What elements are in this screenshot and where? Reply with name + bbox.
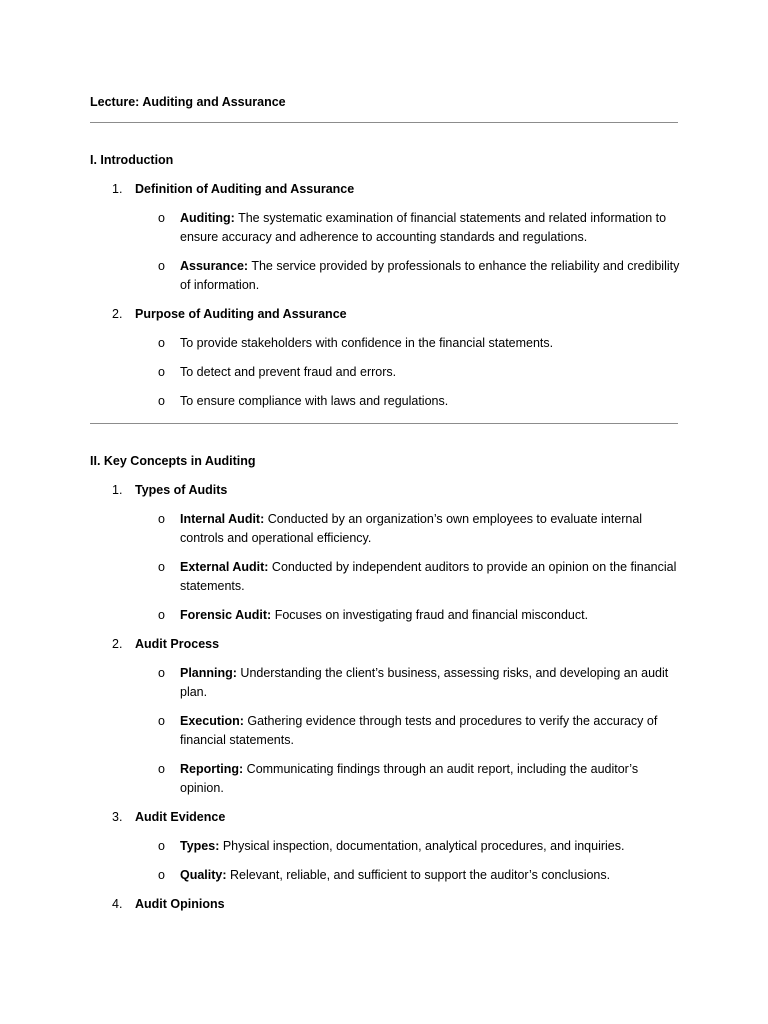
bullet-label: Reporting: bbox=[180, 762, 244, 776]
bullet-marker: o bbox=[158, 394, 165, 408]
bullet-text: Understanding the client’s business, assessing risks, and developing an audit plan. bbox=[180, 666, 669, 699]
numbered-item bbox=[90, 305, 690, 411]
bullet-text: Gathering evidence through tests and procedures to verify the accuracy of financial statements. bbox=[180, 714, 658, 747]
horizontal-rule bbox=[90, 423, 678, 424]
bullet-list bbox=[90, 334, 690, 411]
bullet-marker: o bbox=[158, 608, 165, 622]
bullet-list bbox=[90, 664, 690, 798]
bullet-item bbox=[90, 363, 680, 382]
item-heading: Audit Evidence bbox=[135, 810, 226, 824]
item-heading: Purpose of Auditing and Assurance bbox=[135, 307, 347, 321]
bullet-marker: o bbox=[158, 365, 165, 379]
section-heading: I. Introduction bbox=[90, 153, 174, 167]
item-heading: Audit Opinions bbox=[135, 897, 225, 911]
item-heading: Audit Process bbox=[135, 637, 220, 651]
bullet-list bbox=[90, 209, 690, 295]
numbered-item bbox=[90, 481, 690, 625]
bullet-label: Assurance: bbox=[180, 259, 249, 273]
bullet-text: Conducted by independent auditors to provide an opinion on the financial statements. bbox=[180, 560, 677, 593]
bullet-list bbox=[90, 837, 690, 885]
bullet-item bbox=[90, 392, 680, 411]
item-number: 2. bbox=[112, 637, 123, 651]
bullet-marker: o bbox=[158, 666, 165, 680]
bullet-item bbox=[90, 866, 680, 885]
bullet-marker: o bbox=[158, 868, 165, 882]
bullet-text: Relevant, reliable, and sufficient to support the auditor’s conclusions. bbox=[226, 868, 611, 882]
item-number: 1. bbox=[112, 483, 123, 497]
bullet-text: Conducted by an organization’s own employees to evaluate internal controls and operational efficiency. bbox=[180, 512, 643, 545]
item-number: 1. bbox=[112, 182, 123, 196]
bullet-item bbox=[90, 760, 680, 798]
bullet-label: Quality: bbox=[180, 868, 227, 882]
bullet-item bbox=[90, 664, 680, 702]
bullet-label: Execution: bbox=[180, 714, 244, 728]
bullet-item bbox=[90, 209, 680, 247]
bullet-item bbox=[90, 558, 680, 596]
bullet-text: The service provided by professionals to enhance the reliability and credibility of information. bbox=[180, 259, 680, 292]
bullet-text: To ensure compliance with laws and regulations. bbox=[180, 394, 449, 408]
item-number: 2. bbox=[112, 307, 123, 321]
item-number: 3. bbox=[112, 810, 123, 824]
bullet-text: The systematic examination of financial statements and related information to ensure accuracy and adherence to accounting standards and regulations. bbox=[180, 211, 667, 244]
bullet-marker: o bbox=[158, 839, 165, 853]
horizontal-rule bbox=[90, 122, 678, 123]
bullet-marker: o bbox=[158, 512, 165, 526]
item-heading: Types of Audits bbox=[135, 483, 228, 497]
bullet-label: Internal Audit: bbox=[180, 512, 265, 526]
bullet-label: Types: bbox=[180, 839, 220, 853]
bullet-label: Auditing: bbox=[180, 211, 235, 225]
bullet-item bbox=[90, 334, 680, 353]
bullet-marker: o bbox=[158, 762, 165, 776]
bullet-marker: o bbox=[158, 560, 165, 574]
section-introduction bbox=[90, 151, 690, 421]
bullet-marker: o bbox=[158, 211, 165, 225]
bullet-item bbox=[90, 510, 680, 548]
numbered-item bbox=[90, 180, 690, 295]
bullet-text: To detect and prevent fraud and errors. bbox=[180, 365, 397, 379]
bullet-text: Communicating findings through an audit report, including the auditor’s opinion. bbox=[180, 762, 639, 795]
document-title: Lecture: Auditing and Assurance bbox=[90, 95, 286, 109]
bullet-text: Physical inspection, documentation, analytical procedures, and inquiries. bbox=[219, 839, 625, 853]
bullet-marker: o bbox=[158, 714, 165, 728]
bullet-marker: o bbox=[158, 336, 165, 350]
section-heading: II. Key Concepts in Auditing bbox=[90, 454, 256, 468]
numbered-item bbox=[90, 808, 690, 885]
bullet-marker: o bbox=[158, 259, 165, 273]
section-key-concepts bbox=[90, 452, 690, 924]
bullet-label: Planning: bbox=[180, 666, 237, 680]
item-number: 4. bbox=[112, 897, 123, 911]
bullet-label: Forensic Audit: bbox=[180, 608, 272, 622]
bullet-item bbox=[90, 712, 680, 750]
bullet-label: External Audit: bbox=[180, 560, 269, 574]
bullet-item bbox=[90, 257, 680, 295]
numbered-item bbox=[90, 895, 690, 924]
item-heading: Definition of Auditing and Assurance bbox=[135, 182, 355, 196]
bullet-text: To provide stakeholders with confidence in the financial statements. bbox=[180, 336, 554, 350]
numbered-item bbox=[90, 635, 690, 798]
bullet-text: Focuses on investigating fraud and financial misconduct. bbox=[271, 608, 589, 622]
bullet-item bbox=[90, 837, 680, 856]
bullet-item bbox=[90, 606, 680, 625]
bullet-list bbox=[90, 510, 690, 625]
